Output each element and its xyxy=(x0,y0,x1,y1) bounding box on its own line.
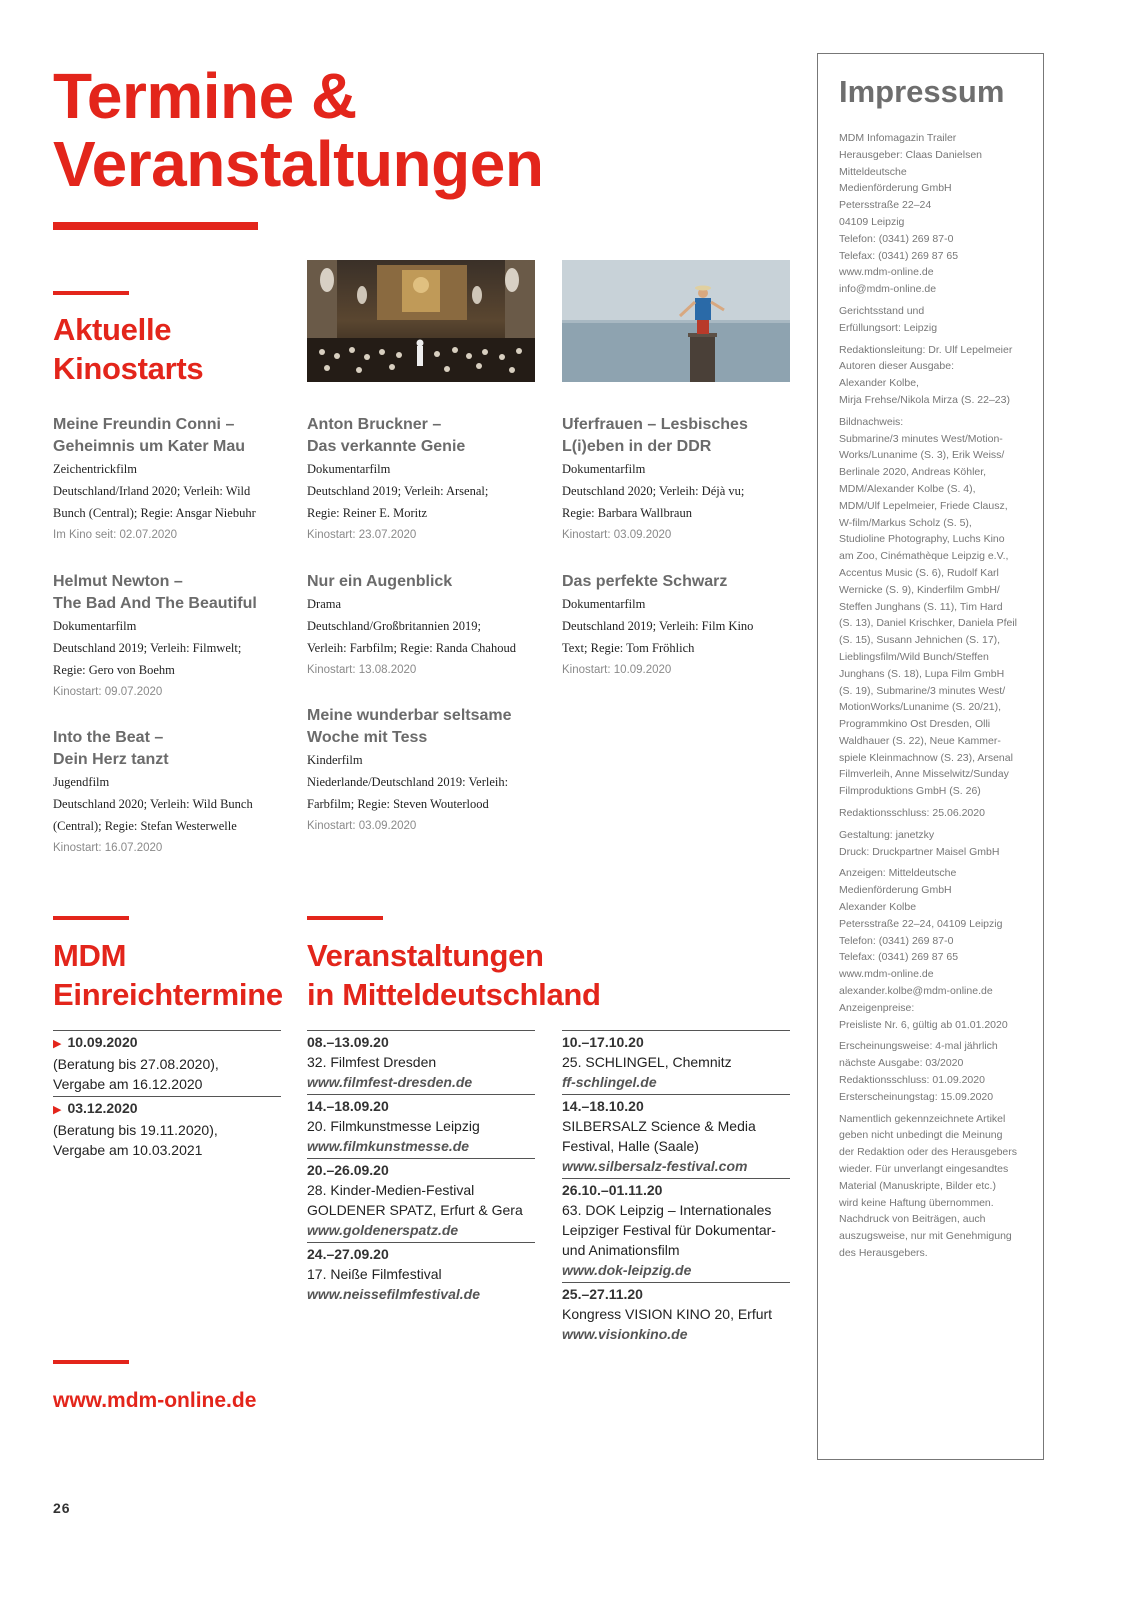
impressum-line: Works/Lunanime (S. 3), Erik Weiss/ xyxy=(839,449,1005,462)
section-rule xyxy=(53,1360,129,1364)
impressum-line: Petersstraße 22–24, 04109 Leipzig xyxy=(839,917,1003,930)
einreich-list xyxy=(53,1030,281,1162)
impressum-line: Redaktionsschluss: 01.09.2020 xyxy=(839,1074,985,1087)
section-rule xyxy=(53,916,129,920)
film-entry: Helmut Newton – The Bad And The Beautiful Dokumentarfilm Deutschland 2019; Verleih: Filmwelt; Regie: Gero von Boehm Kinostart: 09.07.2020 xyxy=(53,573,257,698)
impressum-line: Berlinale 2020, Andreas Köhler, xyxy=(839,466,987,479)
impressum-line: Redaktionsschluss: 25.06.2020 xyxy=(839,807,985,820)
impressum-line: MotionWorks/Lunanime (S. 20/21), xyxy=(839,701,1002,714)
event-link[interactable]: www.visionkino.de xyxy=(562,1326,688,1342)
impressum-line: info@mdm-online.de xyxy=(839,283,937,296)
impressum-line: Programmkino Ost Dresden, Olli xyxy=(839,718,991,731)
section-rule xyxy=(53,291,129,295)
list-item: 20.–26.09.20 28. Kinder-Medien-Festival GOLDENER SPATZ, Erfurt & Gera www.goldenerspatz.de xyxy=(307,1158,535,1242)
event-link[interactable]: www.filmfest-dresden.de xyxy=(307,1074,473,1090)
impressum-paragraph xyxy=(839,1111,1039,1262)
impressum-line: alexander.kolbe@mdm-online.de xyxy=(839,985,993,998)
impressum-line: Bildnachweis: xyxy=(839,415,904,428)
events-heading: Veranstaltungen in Mitteldeutschland xyxy=(307,938,601,1012)
impressum-line: Erfüllungsort: Leipzig xyxy=(839,321,938,334)
impressum-line: Wernicke (S. 9), Kinderfilm GmbH/ xyxy=(839,583,1000,596)
impressum-paragraph xyxy=(839,827,1039,861)
impressum-line: MDM Infomagazin Trailer xyxy=(839,132,957,144)
impressum-line: Redaktionsleitung: Dr. Ulf Lepelmeier xyxy=(839,343,1013,356)
impressum-line: (S. 13), Daniel Krischker, Daniela Pfeil xyxy=(839,617,1017,630)
impressum-line: auszugsweise, nur mit Genehmigung xyxy=(839,1230,1012,1243)
film-entry: Uferfrauen – Lesbisches L(i)eben in der DDR Dokumentarfilm Deutschland 2020; Verleih: Déjà vu; Regie: Barbara Wallbraun Kinostart: 03.09.2020 xyxy=(562,416,748,541)
page-title: Termine & Veranstaltungen xyxy=(53,60,544,200)
list-item: ▶ 03.12.2020 (Beratung bis 19.11.2020), Vergabe am 10.03.2021 xyxy=(53,1096,281,1162)
impressum-line: (S. 19), Submarine/3 minutes West/ xyxy=(839,684,1006,697)
impressum-line: Steffen Junghans (S. 11), Tim Hard xyxy=(839,600,1003,613)
impressum-line: Ersterscheinungstag: 15.09.2020 xyxy=(839,1090,994,1103)
einreich-heading: MDM Einreichtermine xyxy=(53,938,283,1012)
event-link[interactable]: ff-schlingel.de xyxy=(562,1074,657,1090)
impressum-paragraph xyxy=(839,130,1039,298)
impressum-line: W-film/Markus Scholz (S. 5), xyxy=(839,516,972,529)
impressum-paragraph xyxy=(839,805,1039,822)
impressum-line: Lieblingsfilm/Wild Bunch/Steffen xyxy=(839,650,989,663)
impressum-paragraph xyxy=(839,303,1039,337)
impressum-line: www.mdm-online.de xyxy=(839,266,934,279)
film-entry: Meine Freundin Conni – Geheimnis um Kater Mau Zeichentrickfilm Deutschland/Irland 2020; Verleih: Wild Bunch (Central); Regie: Ansgar Niebuhr Im Kino seit: 02.07.2020 xyxy=(53,416,256,541)
impressum-line: Gestaltung: janetzky xyxy=(839,828,935,841)
event-link[interactable]: www.neissefilmfestival.de xyxy=(307,1286,480,1302)
impressum-line: Herausgeber: Claas Danielsen xyxy=(839,148,982,161)
impressum-line: MDM/Alexander Kolbe (S. 4), xyxy=(839,482,976,495)
impressum-line: Anzeigen: Mitteldeutsche xyxy=(839,867,957,880)
impressum-box xyxy=(817,53,1044,1460)
impressum-paragraph xyxy=(839,865,1039,1033)
impressum-line: am Zoo, Cinémathèque Leipzig e.V., xyxy=(839,550,1009,563)
impressum-line: Material (Manuskripte, Bilder etc.) xyxy=(839,1179,996,1192)
event-link[interactable]: www.dok-leipzig.de xyxy=(562,1262,692,1278)
event-link[interactable]: www.goldenerspatz.de xyxy=(307,1222,459,1238)
list-item: 24.–27.09.20 17. Neiße Filmfestival www.neissefilmfestival.de xyxy=(307,1242,535,1306)
film-entry: Into the Beat – Dein Herz tanzt Jugendfilm Deutschland 2020; Verleih: Wild Bunch (Central); Regie: Stefan Westerwelle Kinostart: 16.07.2020 xyxy=(53,729,253,854)
impressum-line: Telefax: (0341) 269 87 65 xyxy=(839,249,959,262)
impressum-line: 04109 Leipzig xyxy=(839,215,905,228)
impressum-line: des Herausgebers. xyxy=(839,1247,928,1259)
impressum-line: Preisliste Nr. 6, gültig ab 01.01.2020 xyxy=(839,1018,1008,1031)
section-rule xyxy=(307,916,383,920)
triangle-icon: ▶ xyxy=(53,1038,62,1050)
impressum-line: Gerichtsstand und xyxy=(839,304,925,317)
impressum-line: Mitteldeutsche xyxy=(839,165,907,178)
impressum-line: Telefon: (0341) 269 87-0 xyxy=(839,934,954,947)
triangle-icon: ▶ xyxy=(53,1104,62,1116)
film-entry: Das perfekte Schwarz Dokumentarfilm Deutschland 2019; Verleih: Film Kino Text; Regie: Tom Fröhlich Kinostart: 10.09.2020 xyxy=(562,573,754,676)
impressum-line: Telefax: (0341) 269 87 65 xyxy=(839,951,959,964)
film-entry: Meine wunderbar seltsame Woche mit Tess Kinderfilm Niederlande/Deutschland 2019: Verleih: Farbfilm; Regie: Steven Wouterlood Kinostart: 03.09.2020 xyxy=(307,707,512,832)
impressum-line: der Redaktion oder des Herausgebers xyxy=(839,1146,1018,1159)
list-item: 26.10.–01.11.20 63. DOK Leipzig – Internationales Leipziger Festival für Dokumentar- und Animationsfilm www.dok-leipzig.de xyxy=(562,1178,790,1282)
impressum-line: Junghans (S. 18), Lupa Film GmbH xyxy=(839,667,1005,680)
events-column-1 xyxy=(307,1030,535,1306)
list-item: ▶ 10.09.2020 (Beratung bis 27.08.2020), Vergabe am 16.12.2020 xyxy=(53,1030,281,1096)
impressum-line: Medienförderung GmbH xyxy=(839,884,952,897)
film-entry: Nur ein Augenblick Drama Deutschland/Großbritannien 2019; Verleih: Farbfilm; Regie: Randa Chahoud Kinostart: 13.08.2020 xyxy=(307,573,516,676)
impressum-line: wird keine Haftung übernommen. xyxy=(839,1196,994,1209)
title-underline xyxy=(53,222,258,230)
impressum-line: (S. 15), Susann Jehnichen (S. 17), xyxy=(839,634,1001,647)
impressum-line: MDM/Ulf Lepelmeier, Friede Clausz, xyxy=(839,499,1008,512)
impressum-line: Autoren dieser Ausgabe: xyxy=(839,360,954,373)
list-item: 08.–13.09.20 32. Filmfest Dresden www.filmfest-dresden.de xyxy=(307,1030,535,1094)
impressum-paragraph xyxy=(839,414,1039,800)
impressum-line: Filmproduktions GmbH (S. 26) xyxy=(839,785,981,798)
impressum-line: Anzeigenpreise: xyxy=(839,1001,915,1014)
impressum-heading: Impressum xyxy=(839,74,1005,109)
page-number: 26 xyxy=(53,1500,71,1516)
event-link[interactable]: www.filmkunstmesse.de xyxy=(307,1138,470,1154)
impressum-line: Alexander Kolbe, xyxy=(839,377,919,390)
impressum-line: Studioline Photography, Luchs Kino xyxy=(839,533,1005,546)
website-link[interactable]: www.mdm-online.de xyxy=(53,1389,257,1412)
impressum-line: spiele Kleinmachnow (S. 23), Arsenal xyxy=(839,751,1013,764)
impressum-line: nächste Ausgabe: 03/2020 xyxy=(839,1057,964,1070)
impressum-line: Waldhauer (S. 22), Neue Kammer- xyxy=(839,734,1001,747)
list-item: 10.–17.10.20 25. SCHLINGEL, Chemnitz ff-schlingel.de xyxy=(562,1030,790,1094)
impressum-line: Alexander Kolbe xyxy=(839,901,917,914)
list-item: 14.–18.10.20 SILBERSALZ Science & Media Festival, Halle (Saale) www.silbersalz-festival.com xyxy=(562,1094,790,1178)
impressum-line: Petersstraße 22–24 xyxy=(839,199,932,212)
events-column-2 xyxy=(562,1030,790,1346)
impressum-line: Nachdruck von Beiträgen, auch xyxy=(839,1213,986,1226)
impressum-line: Submarine/3 minutes West/Motion- xyxy=(839,432,1003,445)
impressum-line: Telefon: (0341) 269 87-0 xyxy=(839,232,954,245)
impressum-line: geben nicht unbedingt die Meinung xyxy=(839,1129,1003,1142)
impressum-line: wieder. Für unverlangt eingesandtes xyxy=(839,1163,1009,1176)
list-item: 14.–18.09.20 20. Filmkunstmesse Leipzig www.filmkunstmesse.de xyxy=(307,1094,535,1158)
impressum-line: Filmverleih, Anne Misselwitz/Sunday xyxy=(839,768,1009,781)
impressum-paragraph xyxy=(839,342,1039,409)
event-link[interactable]: www.silbersalz-festival.com xyxy=(562,1158,748,1174)
kinostarts-heading: Aktuelle Kinostarts xyxy=(53,312,204,386)
impressum-body xyxy=(839,130,1039,1267)
impressum-line: Erscheinungsweise: 4-mal jährlich xyxy=(839,1040,998,1053)
impressum-line: Medienförderung GmbH xyxy=(839,182,952,195)
impressum-paragraph xyxy=(839,1038,1039,1105)
sea-photo xyxy=(562,260,790,382)
impressum-line: Mirja Frehse/Nikola Mirza (S. 22–23) xyxy=(839,393,1010,406)
impressum-line: Accentus Music (S. 6), Rudolf Karl xyxy=(839,566,999,579)
impressum-line: Namentlich gekennzeichnete Artikel xyxy=(839,1112,1006,1125)
impressum-line: Druck: Druckpartner Maisel GmbH xyxy=(839,845,1000,858)
list-item: 25.–27.11.20 Kongress VISION KINO 20, Erfurt www.visionkino.de xyxy=(562,1282,790,1346)
impressum-line: www.mdm-online.de xyxy=(839,968,934,981)
concert-photo xyxy=(307,260,535,382)
film-entry: Anton Bruckner – Das verkannte Genie Dokumentarfilm Deutschland 2019; Verleih: Arsenal; Regie: Reiner E. Moritz Kinostart: 23.07.2020 xyxy=(307,416,489,541)
